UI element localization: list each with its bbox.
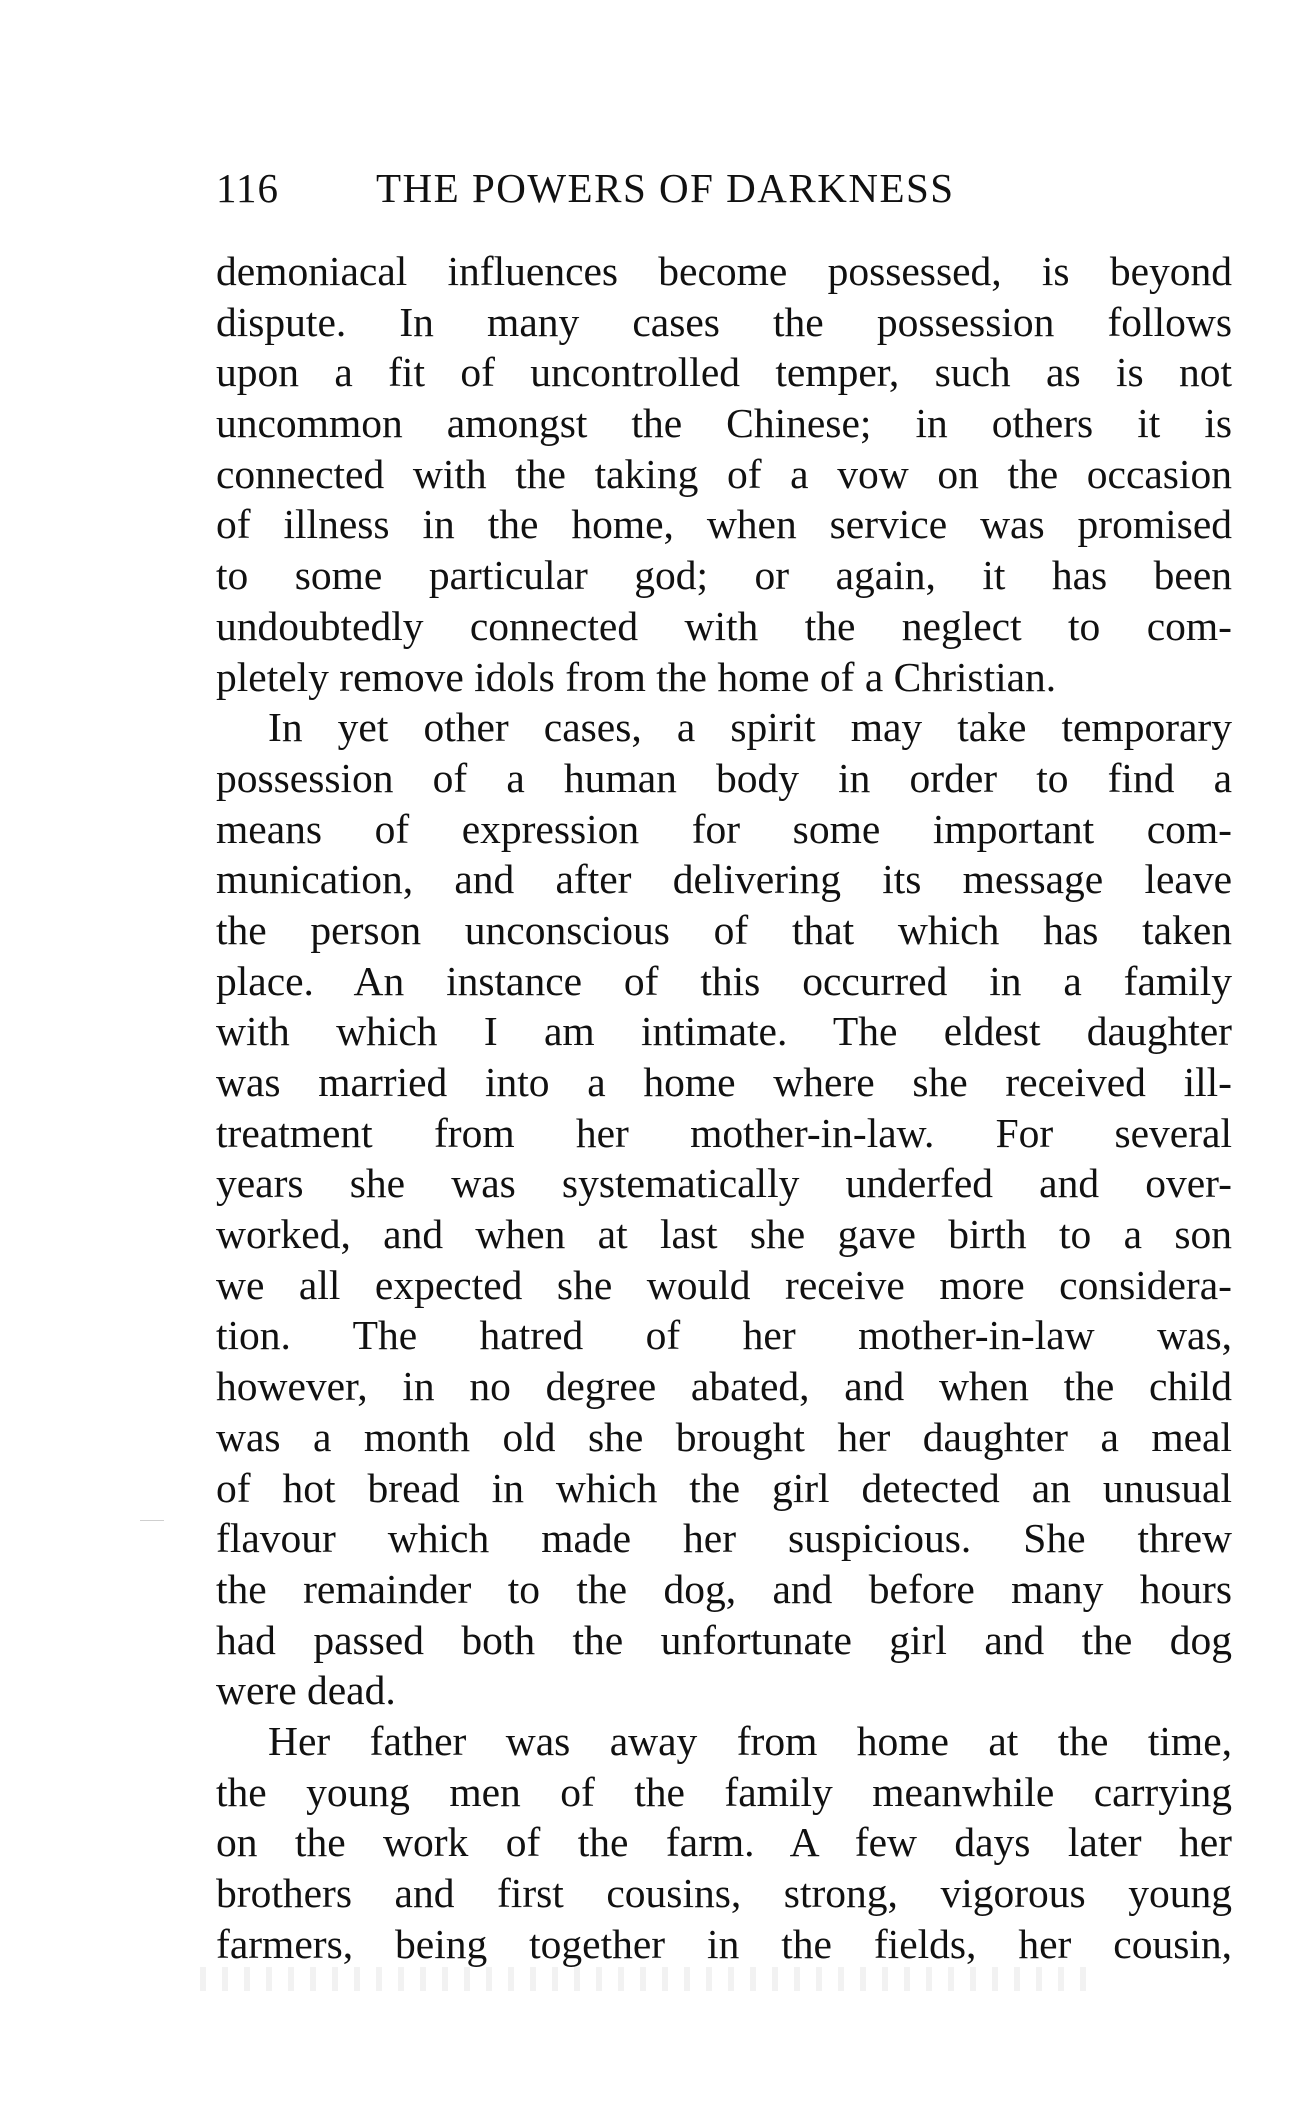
body-text (216, 246, 1232, 1969)
text-line: connected with the taking of a vow on the occasion (216, 450, 1232, 497)
text-line: were dead. (216, 1667, 396, 1714)
text-line: with which I am intimate. The eldest daughter (216, 1008, 1232, 1055)
text-line: the person unconscious of that which has taken (216, 906, 1232, 953)
text-line: undoubtedly connected with the neglect to com- (216, 602, 1232, 649)
text-line: of hot bread in which the girl detected an unusual (216, 1464, 1232, 1511)
text-line: on the work of the farm. A few days later her (216, 1819, 1232, 1866)
text-line: years she was systematically underfed and over- (216, 1160, 1232, 1207)
text-line: worked, and when at last she gave birth to a son (216, 1211, 1232, 1258)
margin-mark (140, 1520, 164, 1521)
text-line: tion. The hatred of her mother-in-law was, (216, 1312, 1232, 1359)
text-line: place. An instance of this occurred in a family (216, 957, 1232, 1004)
text-line: however, in no degree abated, and when the child (216, 1363, 1232, 1410)
text-line: flavour which made her suspicious. She threw (216, 1515, 1232, 1562)
text-line: was married into a home where she received ill- (216, 1059, 1232, 1105)
text-line: dispute. In many cases the possession follows (216, 298, 1232, 345)
text-line: of illness in the home, when service was promised (216, 501, 1232, 548)
scan-artifact (200, 1967, 1100, 1991)
text-line: upon a fit of uncontrolled temper, such as is not (216, 349, 1232, 396)
running-head (216, 158, 1236, 218)
text-line: uncommon amongst the Chinese; in others it is (216, 400, 1232, 447)
text-line: to some particular god; or again, it has been (216, 552, 1232, 599)
text-line: brothers and first cousins, strong, vigorous young (216, 1870, 1232, 1916)
text-line: the remainder to the dog, and before many hours (216, 1565, 1232, 1612)
paragraph-start-line: Her father was away from home at the time, (268, 1717, 1232, 1764)
text-line: possession of a human body in order to find a (216, 754, 1232, 801)
text-line: demoniacal influences become possessed, is beyond (216, 248, 1232, 294)
paragraph-start-line: In yet other cases, a spirit may take temporary (268, 704, 1232, 751)
running-title: THE POWERS OF DARKNESS (376, 165, 955, 211)
text-line: farmers, being together in the fields, her cousin, (216, 1920, 1232, 1967)
text-line: pletely remove idols from the home of a Christian. (216, 653, 1057, 700)
text-line: means of expression for some important com- (216, 805, 1232, 852)
text-line: was a month old she brought her daughter a meal (216, 1413, 1232, 1460)
page-number: 116 (216, 165, 279, 211)
text-line: the young men of the family meanwhile carrying (216, 1768, 1232, 1815)
text-line: treatment from her mother-in-law. For several (216, 1109, 1232, 1156)
text-line: had passed both the unfortunate girl and the dog (216, 1616, 1232, 1663)
text-line: munication, and after delivering its message leave (216, 856, 1232, 903)
text-line: we all expected she would receive more considera- (216, 1261, 1232, 1308)
